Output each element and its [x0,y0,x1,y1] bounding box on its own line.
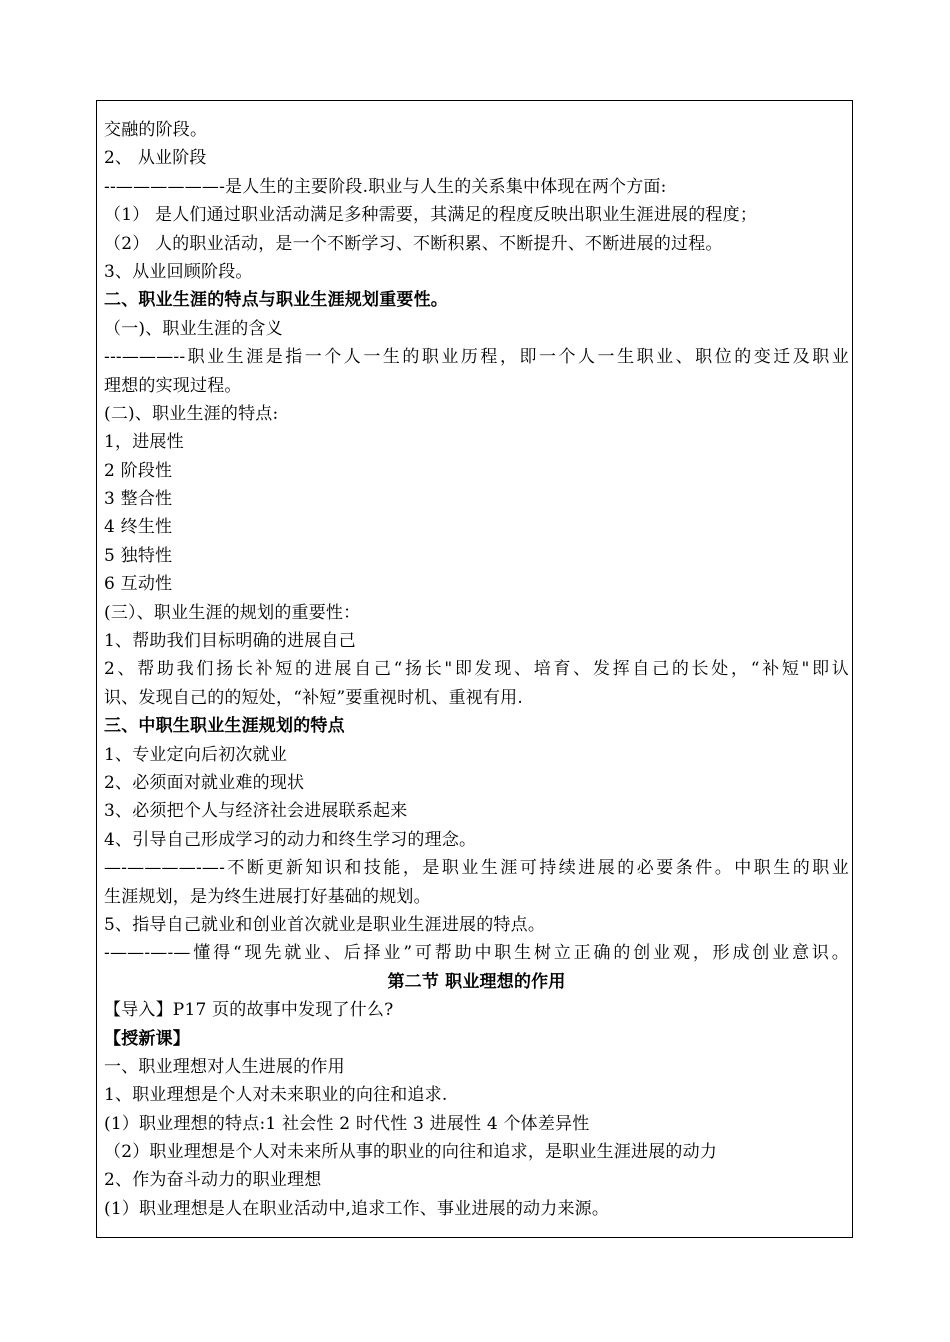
text-line: 生涯规划，是为终生进展打好基础的规划。 [104,886,431,907]
text-line: 4、引导自己形成学习的动力和终生学习的理念。 [104,829,477,850]
text-line: 理想的实现过程。 [104,375,242,396]
text-line: 2、作为奋斗动力的职业理想 [104,1170,322,1191]
heading-line: 【授新课】 [104,1028,190,1049]
text-line: -——-—-—懂得“现先就业、后择业”可帮助中职生树立正确的创业观，形成创业意识。 [104,943,849,964]
heading-line: 二、职业生涯的特点与职业生涯规划重要性。 [104,290,448,311]
text-line: 2、必须面对就业难的现状 [104,772,305,793]
text-line: (1）职业理想是人在职业活动中,追求工作、事业进展的动力来源。 [104,1198,610,1219]
text-line: 【导入】P17 页的故事中发现了什么? [104,1000,394,1021]
text-line: (二)、职业生涯的特点: [104,403,279,424]
text-line: 5 独特性 [104,545,173,566]
text-line: （2） 人的职业活动，是一个不断学习、不断积累、不断提升、不断进展的过程。 [104,233,723,254]
text-line: 2、帮助我们扬长补短的进展自己“扬长"即发现、培育、发挥自己的长处，“补短"即认 [104,659,849,680]
text-line: 3、从业回顾阶段。 [104,261,253,282]
section-heading: 第二节 职业理想的作用 [387,971,566,992]
text-line: —-————-—-不断更新知识和技能，是职业生涯可持续进展的必要条件。中职生的职业 [104,858,849,879]
text-line: （1） 是人们通过职业活动满足多种需要，其满足的程度反映出职业生涯进展的程度； [104,205,758,226]
heading-line: 三、中职生职业生涯规划的特点 [104,716,345,737]
text-line: 一、职业理想对人生进展的作用 [104,1056,345,1077]
text-line: (三）、职业生涯的规划的重要性： [104,602,361,623]
text-line: 5、指导自己就业和创业首次就业是职业生涯进展的特点。 [104,914,546,935]
text-line: （2）职业理想是个人对未来所从事的职业的向往和追求，是职业生涯进展的动力 [104,1142,718,1163]
text-line: 1、职业理想是个人对未来职业的向往和追求. [104,1085,448,1106]
text-line: ---———--职业生涯是指一个人一生的职业历程，即一个人一生职业、职位的变迁及职业 [104,347,849,368]
text-line: 交融的阶段。 [104,120,208,140]
text-line: 1、帮助我们目标明确的进展自己 [104,631,356,652]
text-line: 3、必须把个人与经济社会进展联系起来 [104,801,408,822]
text-line: 4 终生性 [104,517,173,538]
text-line: 2、 从业阶段 [104,148,207,169]
text-line: (1）职业理想的特点:1 社会性 2 时代性 3 进展性 4 个体差异性 [104,1113,590,1134]
text-line: --——————-是人生的主要阶段.职业与人生的关系集中体现在两个方面: [104,176,667,197]
text-line: （一)、职业生涯的含义 [104,318,283,339]
text-line: 6 互动性 [104,574,173,595]
text-line: 识、发现自己的的短处，“补短”要重视时机、重视有用. [104,687,523,708]
text-line: 2 阶段性 [104,460,173,481]
text-line: 1、专业定向后初次就业 [104,744,288,765]
text-line: 3 整合性 [104,489,173,510]
text-line: 1，进展性 [104,432,184,453]
document-body [104,116,849,1223]
